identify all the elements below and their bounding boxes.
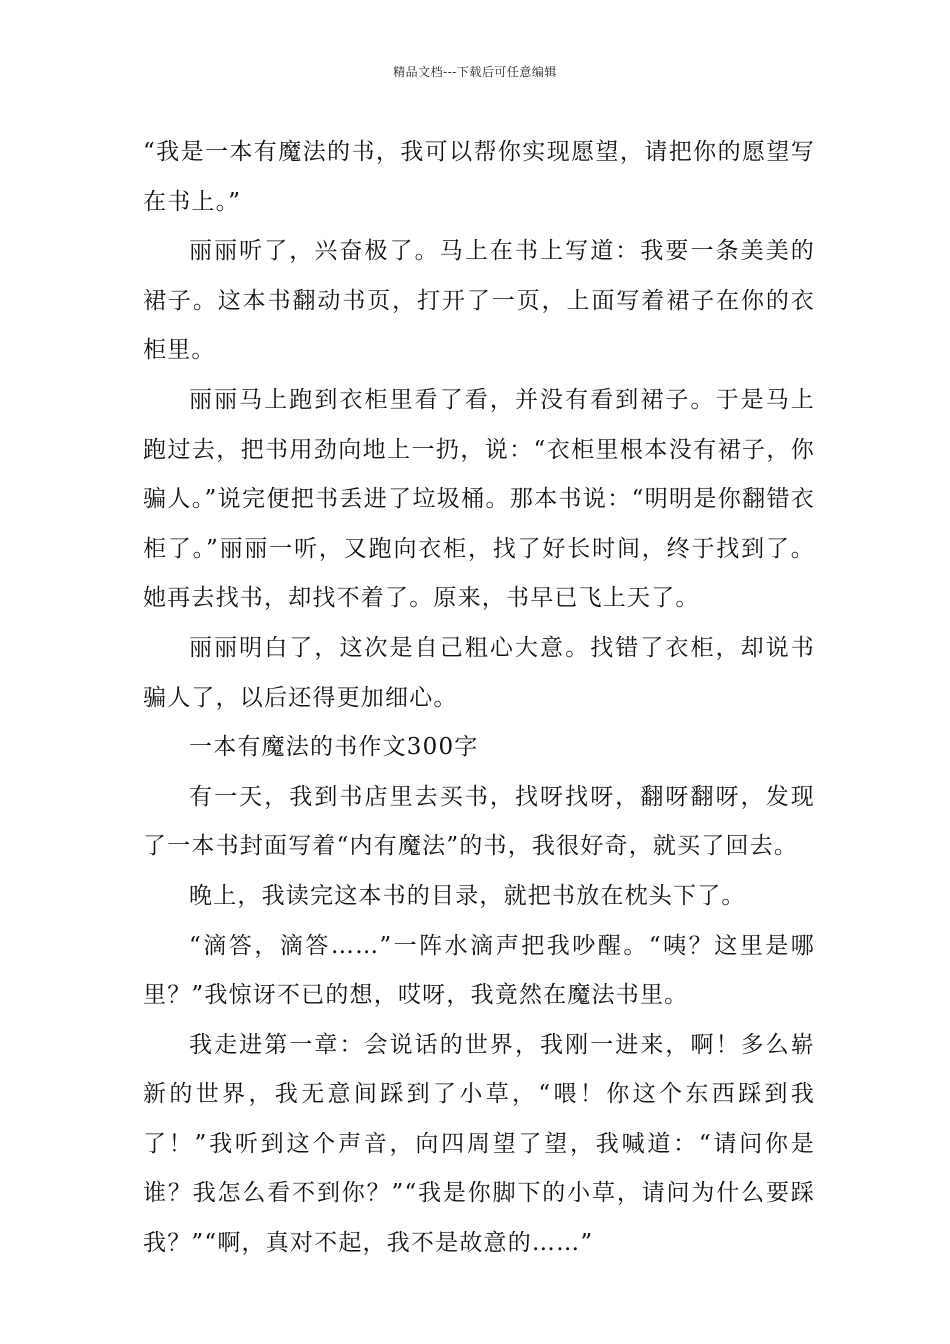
paragraph: “我是一本有魔法的书，我可以帮你实现愿望，请把你的愿望写在书上。” (143, 139, 815, 215)
paragraph: 有一天，我到书店里去买书，找呀找呀，翻呀翻呀，发现了一本书封面写着“内有魔法”的书，我很好奇，就买了回去。 (143, 783, 815, 860)
paragraph: 我走进第一章：会说话的世界，我刚一进来，啊！多么崭新的世界，我无意间踩到了小草，“喂！你这个东西踩到我了！”我听到这个声音，向四周望了望，我喊道：“请问你是谁？我怎么看不到你？”“我是你脚下的小草，请问为什么要踩我？”“啊，真对不起，我不是故意的……” (143, 1031, 815, 1257)
paragraph: 丽丽听了，兴奋极了。马上在书上写道：我要一条美美的裙子。这本书翻动书页，打开了一页，上面写着裙子在你的衣柜里。 (143, 238, 815, 364)
document-body (143, 128, 815, 1269)
paragraph: 晚上，我读完这本书的目录，就把书放在枕头下了。 (189, 882, 746, 909)
paragraph: “滴答，滴答……”一阵水滴声把我吵醒。“咦？这里是哪里？”我惊讶不已的想，哎呀，我竟然在魔法书里。 (143, 932, 815, 1009)
section-title: 一本有魔法的书作文300字 (189, 734, 479, 761)
paragraph: 丽丽明白了，这次是自己粗心大意。找错了衣柜，却说书骗人了，以后还得更加细心。 (143, 634, 815, 711)
page-header: 精品文档---下载后可任意编辑 (393, 65, 557, 79)
paragraph: 丽丽马上跑到衣柜里看了看，并没有看到裙子。于是马上跑过去，把书用劲向地上一扔，说：“衣柜里根本没有裙子，你骗人。”说完便把书丢进了垃圾桶。那本书说：“明明是你翻错衣柜了。”丽丽一听，又跑向衣柜，找了好长时间，终于找到了。她再去找书，却找不着了。原来，书早已飞上天了。 (143, 386, 815, 612)
